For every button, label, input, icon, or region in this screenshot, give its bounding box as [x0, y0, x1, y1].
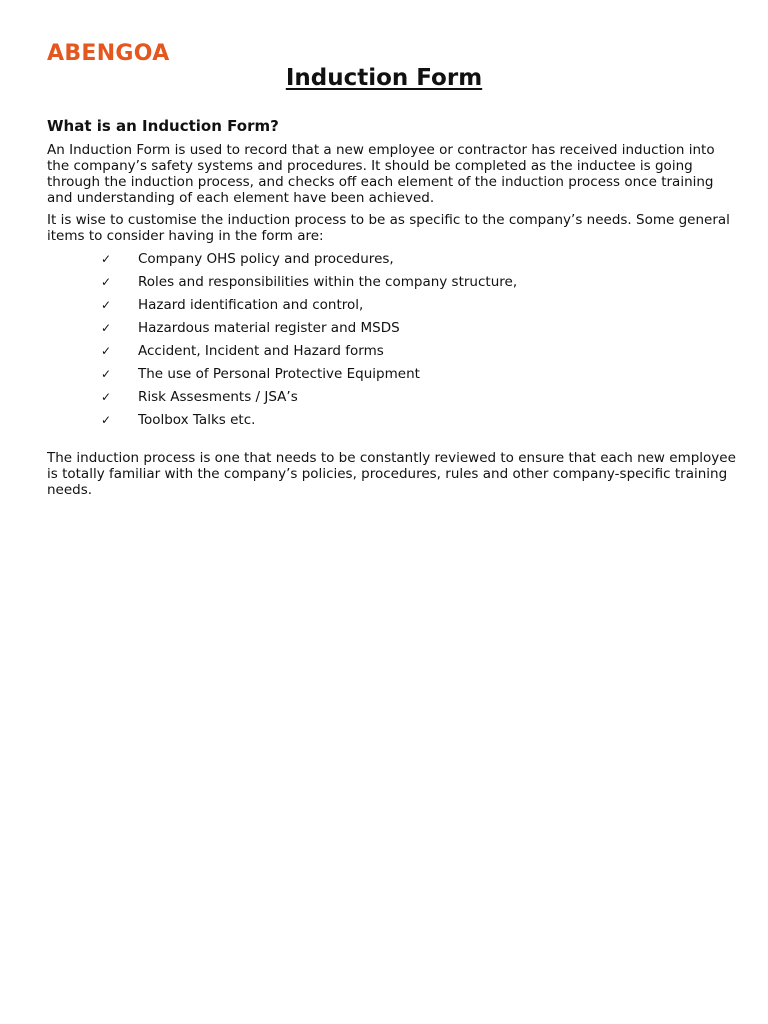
checkmark-icon: ✓	[101, 367, 112, 381]
checkmark-icon: ✓	[101, 252, 112, 266]
intro-paragraph: An Induction Form is used to record that a new employee or contractor has received induction into the company’s safety systems and procedures. It should be completed as the inductee is going through the induction process, and checks off each element of the induction process once training and understanding of each element have been achieved.	[47, 142, 715, 206]
checklist-item-text: Accident, Incident and Hazard forms	[138, 343, 384, 359]
checklist-item-text: Risk Assesments / JSA’s	[138, 389, 298, 405]
checklist-item	[0, 386, 768, 409]
checklist-item-text: Company OHS policy and procedures,	[138, 251, 394, 267]
checkmark-icon: ✓	[101, 298, 112, 312]
checkmark-icon: ✓	[101, 390, 112, 404]
checklist	[0, 248, 768, 432]
checklist-item	[0, 248, 768, 271]
checklist-item	[0, 271, 768, 294]
checklist-item	[0, 363, 768, 386]
page-title: Induction Form	[285, 65, 483, 91]
checklist-item	[0, 409, 768, 432]
checkmark-icon: ✓	[101, 321, 112, 335]
abengoa-logo: ABENGOA	[47, 41, 170, 66]
checklist-item-text: The use of Personal Protective Equipment	[138, 366, 420, 382]
items-intro-paragraph: It is wise to customise the induction process to be as specific to the company’s needs. Some general items to consider having in the form are:	[47, 212, 730, 244]
checklist-item-text: Toolbox Talks etc.	[138, 412, 256, 428]
section-heading: What is an Induction Form?	[47, 117, 279, 135]
checkmark-icon: ✓	[101, 344, 112, 358]
checklist-item	[0, 340, 768, 363]
checklist-item-text: Hazard identification and control,	[138, 297, 364, 313]
checkmark-icon: ✓	[101, 413, 112, 427]
checkmark-icon: ✓	[101, 275, 112, 289]
checklist-item	[0, 317, 768, 340]
checklist-item	[0, 294, 768, 317]
checklist-item-text: Hazardous material register and MSDS	[138, 320, 400, 336]
closing-paragraph: The induction process is one that needs to be constantly reviewed to ensure that each new employee is totally familiar with the company’s policies, procedures, rules and other company-specific training needs.	[47, 450, 736, 498]
checklist-item-text: Roles and responsibilities within the company structure,	[138, 274, 518, 290]
